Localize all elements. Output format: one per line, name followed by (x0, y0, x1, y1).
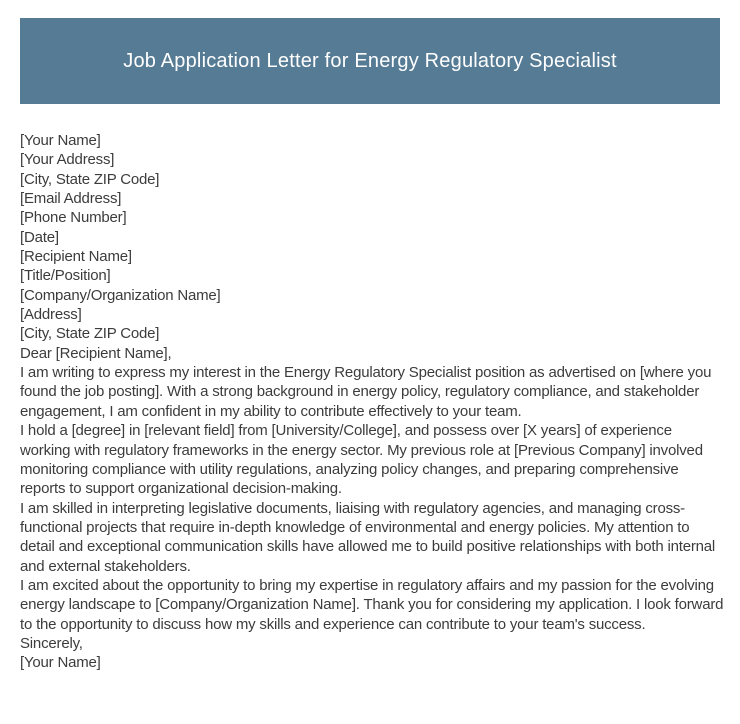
contact-line: [Address] (20, 306, 82, 324)
contact-line: [City, State ZIP Code] (20, 325, 160, 343)
letter-paragraph: I am writing to express my interest in the Energy Regulatory Specialist position as advertised on [where you found the job posting]. With a strong background in energy policy, regulatory compliance, and stakeholder engagement, I am confident in my ability to contribute effectively to your team. (20, 364, 712, 420)
page-title: Job Application Letter for Energy Regulatory Specialist (123, 49, 617, 72)
contact-line: [Recipient Name] (20, 248, 132, 266)
contact-line: [Title/Position] (20, 267, 111, 285)
letter-paragraph: I hold a [degree] in [relevant field] from [University/College], and possess over [X years] of experience working with regulatory frameworks in the energy sector. My previous role at [Previous Company] involved monitoring compliance with utility regulations, analyzing policy changes, and preparing comprehensive reports to support organizational decision-making. (20, 422, 703, 498)
letter-paragraph: I am skilled in interpreting legislative documents, liaising with regulatory agencies, and managing cross-functional projects that require in-depth knowledge of environmental and energy policies. My attention to detail and exceptional communication skills have allowed me to build positive relationships with both internal and external stakeholders. (20, 499, 716, 575)
contact-line: [Your Name] (20, 132, 101, 149)
contact-line: [Email Address] (20, 190, 122, 208)
letter-body (20, 131, 726, 673)
title-banner (20, 18, 720, 104)
contact-line: [Date] (20, 228, 59, 246)
contact-line: [Company/Organization Name] (20, 286, 221, 304)
contact-line: [Phone Number] (20, 209, 127, 227)
paragraph-block (20, 363, 726, 634)
letter-paragraph: I am excited about the opportunity to bring my expertise in regulatory affairs and my passion for the evolving energy landscape to [Company/Organization Name]. Thank you for considering my application. I look forward to the opportunity to discuss how my skills and experience can contribute to your team's success. (20, 576, 724, 633)
signature: [Your Name] (20, 654, 101, 672)
salutation: Dear [Recipient Name], (20, 344, 172, 362)
contact-block (20, 131, 726, 344)
contact-line: [Your Address] (20, 151, 115, 169)
contact-line: [City, State ZIP Code] (20, 170, 160, 188)
closing: Sincerely, (20, 634, 83, 652)
